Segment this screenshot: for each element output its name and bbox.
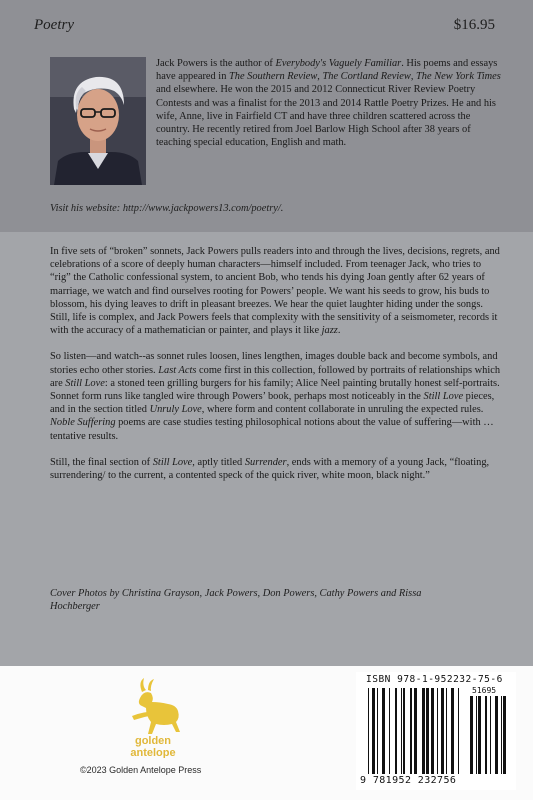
photo-credits: Cover Photos by Christina Grayson, Jack Powers, Don Powers, Cathy Powers and Rissa Hochberger — [50, 588, 422, 613]
description-paragraph-2: So listen—and watch--as sonnet rules loosen, lines lengthen, images double back and become symbols, and stories echo other stories. Last Acts come first in this collection, followed by portraits of relationships which are Still Love: a stoned teen grilling burgers for his family; Alice Neel painting brutally honest self-portraits. Sonnet form runs like tangled wire through Powers’ book, perhaps most noticeably in the Still Love pieces, and in the section titled Unruly Love, where form and content collaborate in unruling the expected rules. Noble Suffering poems are case studies testing philosophical notions about the value of suffering—with … tentative results. — [50, 351, 501, 442]
svg-text:antelope: antelope — [130, 747, 176, 758]
copyright-notice: ©2023 Golden Antelope Press — [80, 765, 202, 775]
description-paragraph-3: Still, the final section of Still Love, aptly titled Surrender, ends with a memory of a young Jack, “floating, surrendering/ to the current, a contented speck of the quick river, white moon, black night.” — [50, 456, 490, 482]
barcode-bars — [356, 672, 516, 790]
book-description — [50, 245, 502, 495]
price-label: $16.95 — [453, 17, 495, 33]
description-paragraph-1: In five sets of “broken” sonnets, Jack Powers pulls readers into and through the lives, decisions, regrets, and celebrations of a score of deeply human characters—himself included. From teenager Jack, who tries to “rig” the Catholic confessional system, to ancient Bob, who tends his dying Joan gently after 62 years of marriage, we watch and find ourselves rooting for Powers’ people. We want his seeds to grow, his buds to blossom, his dying leaves to drift in pleasant breezes. We hear the quiet laughter hiding under the songs. Still, life is complex, and Jack Powers feels that complexity with the sensitivity of a seismometer, records it with the accuracy of a mathematician or painter, and plays it like jazz. — [50, 246, 500, 337]
price-code: 51695 — [472, 686, 497, 695]
isbn-barcode — [356, 672, 516, 790]
author-photo — [50, 57, 146, 185]
antelope-icon — [118, 678, 188, 758]
author-website: Visit his website: http://www.jackpowers13.com/poetry/. — [50, 203, 284, 214]
barcode-number: 9 781952 232756 — [360, 775, 457, 786]
author-bio: Jack Powers is the author of Everybody's Vaguely Familiar. His poems and essays have appeared in The Southern Review, The Cortland Review, The New York Times and elsewhere. He won the 2015 and 2012 Connecticut River Review Poetry Contests and was a finalist for the 2013 and 2014 Rattle Poetry Prizes. He and his wife, Anne, live in Fairfield CT and have three children scattered across the country. He recently retired from Joel Barlow High School after 38 years of teaching special education, English and math. — [156, 58, 501, 149]
svg-text:golden: golden — [134, 735, 172, 747]
golden-antelope-logo — [118, 678, 188, 758]
genre-label: Poetry — [34, 17, 74, 33]
isbn-label: ISBN 978-1-952232-75-6 — [366, 674, 503, 685]
